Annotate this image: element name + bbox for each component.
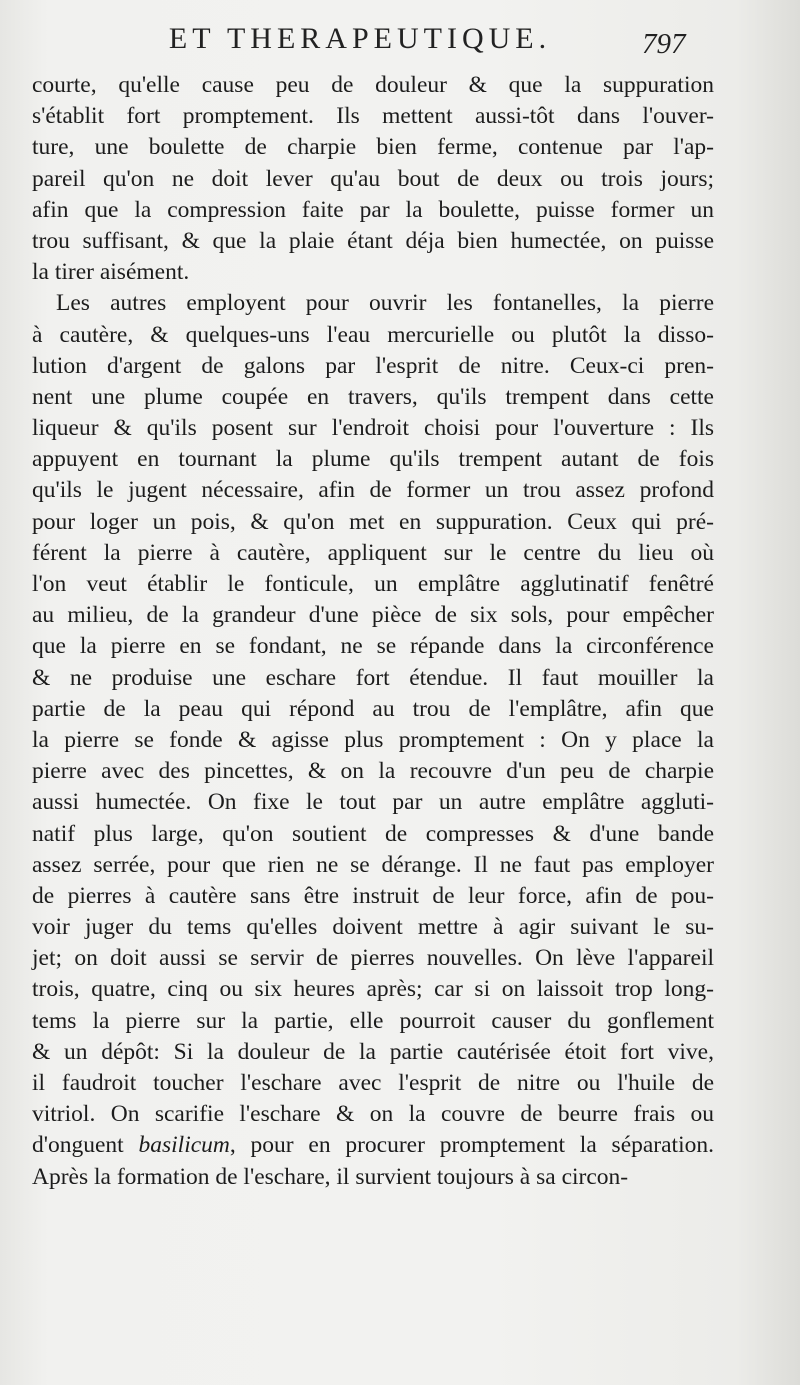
- text-line: à cautère, & quelques-uns l'eau mercurielle ou plutôt la disso-: [32, 321, 714, 348]
- text-line: l'on veut établir le fonticule, un emplâtre agglutinatif fenêtré: [32, 571, 714, 597]
- text-line: nent une plume coupée en travers, qu'ils trempent dans cette: [32, 383, 714, 410]
- text-line: pour loger un pois, & qu'on met en suppuration. Ceux qui pré-: [32, 508, 714, 535]
- text-line: pareil qu'on ne doit lever qu'au bout de deux ou trois jours;: [32, 165, 714, 192]
- text-line: la pierre se fonde & agisse plus promptement : On y place la: [32, 726, 714, 753]
- text-line: voir juger du tems qu'elles doivent mettre à agir suivant le su-: [32, 914, 714, 941]
- paragraph: [32, 288, 714, 1192]
- text-line: pierre avec des pincettes, & on la recouvre d'un peu de charpie: [32, 758, 714, 785]
- text-line: férent la pierre à cautère, appliquent sur le centre du lieu où: [32, 539, 714, 566]
- text-line: de pierres à cautère sans être instruit de leur force, afin de pou-: [32, 882, 714, 909]
- text-line: au milieu, de la grandeur d'une pièce de six sols, pour empêcher: [32, 602, 714, 629]
- text-line: appuyent en tournant la plume qu'ils trempent autant de fois: [32, 446, 714, 473]
- text-line: trois, quatre, cinq ou six heures après; car si on laissoit trop long-: [32, 976, 714, 1003]
- paragraph: [32, 70, 714, 288]
- text-line: ture, une boulette de charpie bien ferme, contenue par l'ap-: [32, 134, 714, 161]
- italic-term: basilicum: [138, 1132, 230, 1159]
- text-line: aussi humectée. On fixe le tout par un autre emplâtre aggluti-: [32, 789, 714, 816]
- text-line: lution d'argent de galons par l'esprit de nitre. Ceux-ci pren-: [32, 352, 714, 379]
- text-line: jet; on doit aussi se servir de pierres nouvelles. On lève l'appareil: [32, 945, 714, 972]
- text-line: & ne produise une eschare fort étendue. Il faut mouiller la: [32, 664, 714, 691]
- running-head: ET THERAPEUTIQUE.: [168, 22, 552, 55]
- text-line: liqueur & qu'ils posent sur l'endroit choisi pour l'ouverture : Ils: [32, 415, 714, 442]
- text-line: trou suffisant, & que la plaie étant déja bien humectée, on puisse: [32, 227, 714, 254]
- text-line: courte, qu'elle cause peu de douleur & que la suppuration: [32, 72, 714, 98]
- text-line: il faudroit toucher l'eschare avec l'esprit de nitre ou l'huile de: [32, 1070, 714, 1096]
- text-line: natif plus large, qu'on soutient de compresses & d'une bande: [32, 820, 714, 847]
- text-line: Les autres employent pour ouvrir les fontanelles, la pierre: [56, 290, 714, 317]
- page-number: 797: [642, 28, 686, 60]
- text-line: tems la pierre sur la partie, elle pourroit causer du gonflement: [32, 1007, 714, 1034]
- text-line: partie de la peau qui répond au trou de l'emplâtre, afin que: [32, 695, 714, 722]
- text-line: & un dépôt: Si la douleur de la partie cautérisée étoit fort vive,: [32, 1038, 714, 1065]
- text-line: qu'ils le jugent nécessaire, afin de former un trou assez profond: [32, 477, 714, 504]
- text-line: vitriol. On scarifie l'eschare & on la couvre de beurre frais ou: [32, 1101, 714, 1128]
- text-line: afin que la compression faite par la boulette, puisse former un: [32, 196, 714, 223]
- text-line: d'onguent basilicum, pour en procurer promptement la séparation.: [32, 1132, 714, 1159]
- text-line: assez serrée, pour que rien ne se dérange. Il ne faut pas employer: [32, 851, 714, 878]
- text-line: s'établit fort promptement. Ils mettent aussi-tôt dans l'ouver-: [32, 103, 714, 130]
- text-line: Après la formation de l'eschare, il survient toujours à sa circon-: [32, 1163, 629, 1190]
- text-line: que la pierre en se fondant, ne se répande dans la circonférence: [32, 633, 714, 660]
- body-text: [32, 70, 714, 1193]
- text-line: la tirer aisément.: [32, 259, 190, 286]
